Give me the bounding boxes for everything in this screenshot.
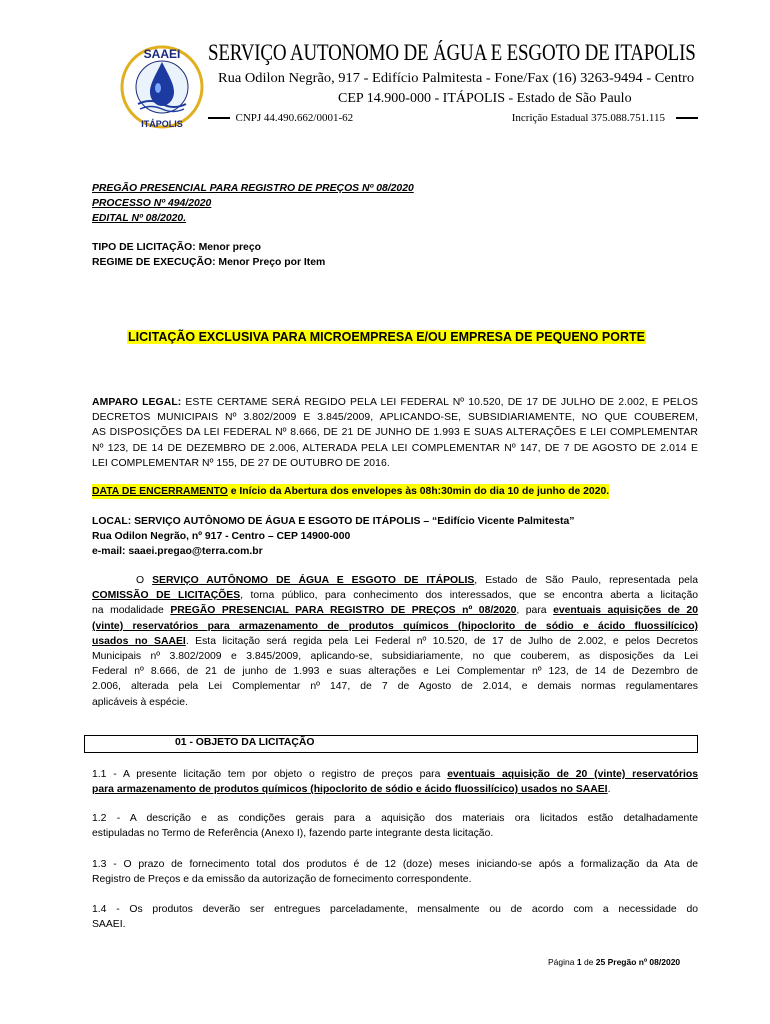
clause-1-3 (92, 857, 698, 887)
intro-text: , torna público, para conhecimento dos interessados, que se encontra aberta a licitação (240, 590, 698, 602)
org-name: SERVIÇO AUTONOMO DE ÁGUA E ESGOTO DE ITAPOLIS (208, 40, 696, 65)
intro-text: , para (516, 605, 554, 617)
page-footer (548, 957, 680, 967)
clause-line: 1.2 - A descrição e as condições gerais para a aquisição dos materiais ora licitados estão detalhadamente (92, 813, 698, 824)
amparo-line: AS DISPOSIÇÕES DA LEI FEDERAL Nº 8.666, DE 21 DE JUNHO DE 1.993 E SUAS ALTERAÇÕES E LEI COMPLEMENTAR (92, 427, 698, 439)
clause-line: Registro de Preços e da emissão da autorização de fornecimento correspondente. (92, 874, 472, 886)
intro-text: na modalidade (92, 605, 171, 617)
footer-pregao: Pregão nº 08/2020 (605, 957, 681, 967)
intro-line (92, 588, 698, 603)
page-total: 25 (595, 957, 606, 967)
pregao-ref: PREGÃO PRESENCIAL PARA REGISTRO DE PREÇOS Nº 08/2020 (92, 183, 414, 194)
tipo-licitacao: TIPO DE LICITAÇÃO: Menor preço (92, 242, 261, 253)
data-encerramento (92, 484, 609, 499)
clause-text: 1.1 - A presente licitação tem por objeto o registro de preços para (92, 769, 448, 780)
encerramento-label: DATA DE ENCERRAMENTO (92, 486, 228, 497)
intro-line (92, 573, 698, 588)
amparo-legal (92, 395, 698, 471)
amparo-text: ESTE CERTAME SERÁ REGIDO PELA LEI FEDERAL Nº 10.520, DE 17 DE JULHO DE 2.002, E PELOS (185, 397, 698, 408)
dash-right (676, 117, 698, 119)
intro-comissao: COMISSÃO DE LICITAÇÕES (92, 590, 241, 602)
clause-line: estipuladas no Termo de Referência (Anexo I), fazendo parte integrante desta licitação. (92, 828, 494, 840)
clause-text: . (607, 784, 611, 796)
intro-objeto: eventuais aquisições de 20 (553, 605, 698, 617)
clause-line: SAAEI. (92, 919, 126, 931)
logo-text-bottom: ITÁPOLIS (141, 119, 183, 129)
local-line: LOCAL: SERVIÇO AUTÔNOMO DE ÁGUA E ESGOTO DE ITÁPOLIS – “Edifício Vicente Palmitesta” (92, 516, 575, 527)
org-address: Rua Odilon Negrão, 917 - Edifício Palmitesta - Fone/Fax (16) 3263-9494 - Centro (218, 70, 695, 85)
regime-execucao: REGIME DE EXECUÇÃO: Menor Preço por Item (92, 257, 326, 268)
intro-org: SERVIÇO AUTÔNOMO DE ÁGUA E ESGOTO DE ITÁPOLIS (152, 575, 475, 586)
intro-text: O (136, 575, 153, 586)
intro-line: Federal nº 8.666, de 21 de junho de 1.993 e suas alterações e Lei Complementar nº 123, de 14 de Dezembro de (92, 666, 698, 678)
footer-text: Página (548, 957, 577, 967)
clause-line (92, 767, 698, 782)
processo-ref: PROCESSO Nº 494/2020 (92, 198, 212, 209)
intro-text: , Estado de São Paulo, representada pela (474, 575, 698, 586)
page-number: 1 (576, 957, 582, 967)
intro-line: 2.006, alterada pela Lei Complementar nº 147, de 7 de Agosto de 2.014, e demais normas regulamentares (92, 681, 698, 693)
saaei-logo (120, 42, 204, 132)
clause-1-1 (92, 767, 698, 797)
amparo-line (92, 395, 698, 410)
local-address: Rua Odilon Negrão, nº 917 - Centro – CEP 14900-000 (92, 531, 351, 542)
clause-line (92, 782, 698, 797)
intro-objeto-end: usados no SAAEI (92, 635, 186, 647)
cnpj-wrap (208, 112, 353, 124)
clause-line: 1.3 - O prazo de fornecimento total dos produtos é de 12 (doze) meses iniciando-se após a formalização da Ata de (92, 859, 698, 870)
intro-line: Municipais nº 3.802/2009 e 3.845/2009, aplicando-se, subsidiariamente, no que couberem, as disposições da Lei (92, 650, 698, 662)
clause-1-2 (92, 811, 698, 841)
clause-1-4 (92, 902, 698, 932)
cnpj: CNPJ 44.490.662/0001-62 (235, 112, 354, 124)
footer-text: de (581, 957, 596, 967)
encerramento-text: e Início da Abertura dos envelopes às 08h:30min do dia 10 de junho de 2020. (227, 486, 610, 497)
amparo-label: AMPARO LEGAL: (92, 397, 182, 408)
dash-left (208, 117, 230, 119)
amparo-line: LEI COMPLEMENTAR Nº 155, DE 27 DE OUTUBRO DE 2016. (92, 457, 390, 469)
amparo-line: Nº 123, DE 14 DE DEZEMBRO DE 2.006, ALTERADA PELA LEI COMPLEMENTAR Nº 147, DE 7 DE AGOSTO DE 2.014 E (92, 442, 698, 454)
intro-text: . Esta licitação será regida pela Lei Federal nº 10.520, de 17 de Julho de 2.002, e pelos Decretos (185, 635, 699, 647)
edital-ref: EDITAL Nº 08/2020. (92, 213, 187, 224)
section-heading-box (84, 735, 698, 753)
clause-emphasis: eventuais aquisição de 20 (vinte) reservatórios (447, 769, 699, 780)
clause-line: 1.4 - Os produtos deverão ser entregues parceladamente, mensalmente ou de acordo com a necessidade do (92, 904, 698, 915)
intro-line (92, 634, 698, 649)
org-cep: CEP 14.900-000 - ITÁPOLIS - Estado de São Paulo (338, 90, 632, 105)
document-title: LICITAÇÃO EXCLUSIVA PARA MICROEMPRESA E/OU EMPRESA DE PEQUENO PORTE (128, 330, 645, 344)
intro-line: aplicáveis à espécie. (92, 696, 188, 708)
intro-modalidade: PREGÃO PRESENCIAL PARA REGISTRO DE PREÇOS nº 08/2020 (170, 605, 517, 617)
org-registration-line (208, 112, 698, 128)
logo-text-top: SAAEI (143, 47, 181, 61)
inscricao-estadual: Incrição Estadual 375.088.751.115 (511, 112, 665, 124)
intro-paragraph (92, 573, 698, 710)
clause-emphasis: para armazenamento de produtos químicos (hipoclorito de sódio e ácido fluossilícico) usados no SAAEI (92, 784, 608, 796)
section-heading: 01 - OBJETO DA LICITAÇÃO (175, 737, 315, 748)
intro-line: (vinte) reservatórios para armazenamento de produtos químicos (hipoclorito de sódio e ácido fluossilícico) (92, 620, 698, 632)
ie-wrap (512, 112, 698, 124)
intro-line (92, 603, 698, 618)
amparo-line: DECRETOS MUNICIPAIS Nº 3.802/2009 E 3.845/2009, APLICANDO-SE, SUBSIDIARIAMENTE, NO QUE COUBEREM, (92, 412, 698, 424)
local-email: e-mail: saaei.pregao@terra.com.br (92, 546, 263, 557)
